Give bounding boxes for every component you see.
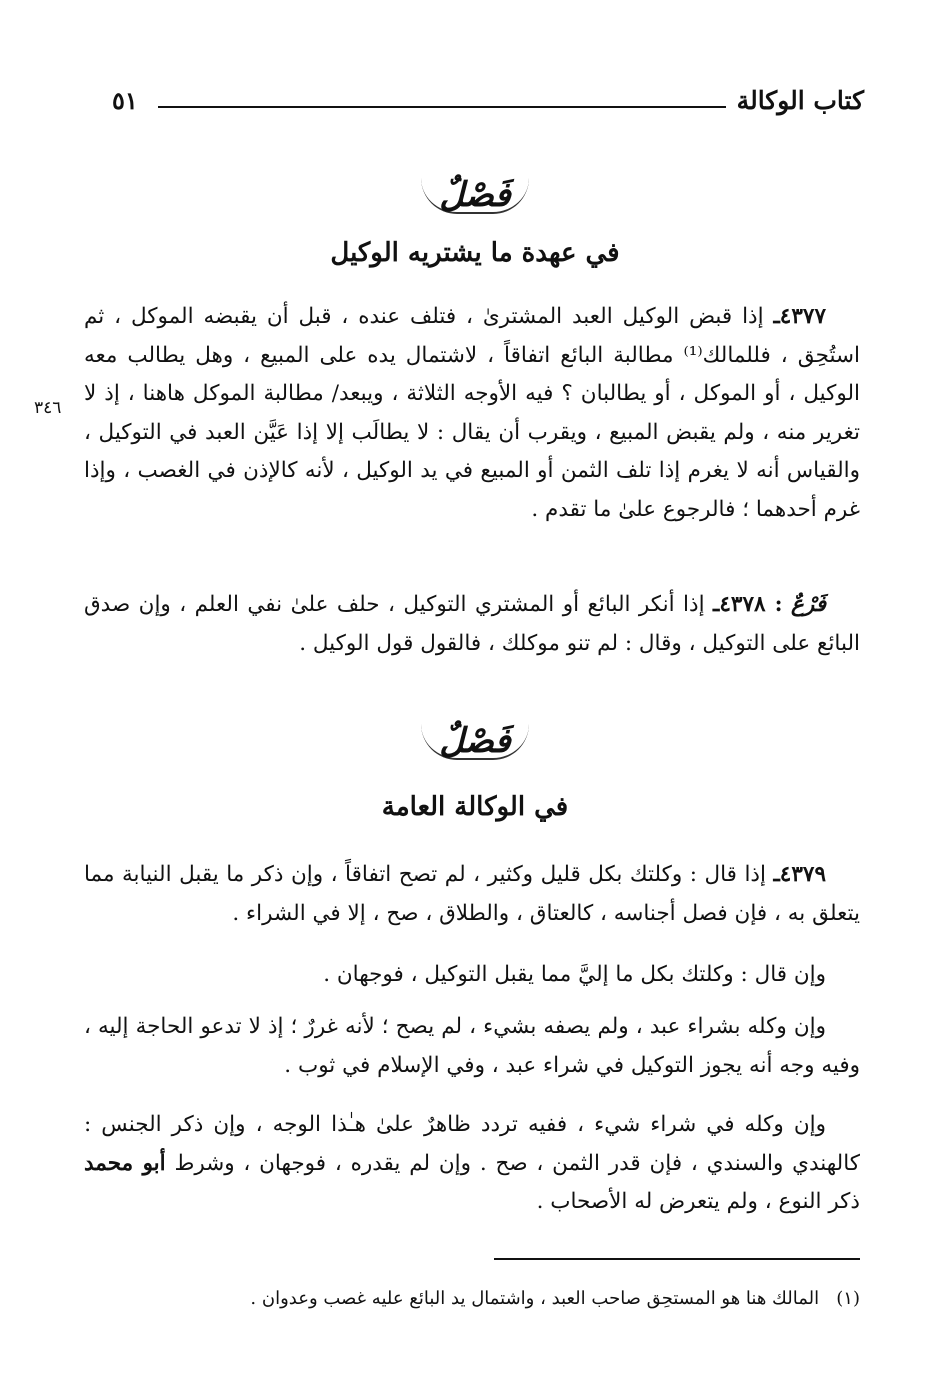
margin-page-reference: ٣٤٦ xyxy=(34,398,62,418)
paragraph-number: : ٤٣٧٨ـ xyxy=(713,592,783,617)
paragraph-text: إذا أنكر البائع أو المشتري التوكيل ، حلف علىٰ نفي العلم ، وإن صدق البائع على التوكيل ، وقال : لم تنو موكلك ، فالقول قول الوكيل . xyxy=(84,592,860,656)
header-rule xyxy=(158,106,726,108)
paragraph-abd-purchase: وإن وكله بشراء عبد ، ولم يصفه بشيء ، لم يصح ؛ لأنه غررٌ ؛ إذ لا تدعو الحاجة إليه ، وفيه وجه أنه يجوز التوكيل في شراء عبد ، وفي الإسلام في ثوب . xyxy=(84,1014,860,1078)
footnote xyxy=(120,1288,860,1309)
fasl-heading: فَصْلٌ xyxy=(421,724,529,760)
footnote-rule xyxy=(494,1258,860,1260)
footnote-text: المالك هنا هو المستحِق صاحب العبد ، واشتمال يد البائع عليه غصب وعدوان . xyxy=(250,1288,820,1309)
section-ornament-1 xyxy=(0,175,950,215)
scholar-name: أبو محمد xyxy=(84,1150,166,1176)
book-title: كتاب الوكالة xyxy=(736,86,864,115)
running-header xyxy=(112,84,864,124)
paragraph-shay-purchase xyxy=(84,1106,860,1222)
paragraph-number: ٤٣٧٩ـ xyxy=(773,862,826,887)
section-title-1: في عهدة ما يشتريه الوكيل xyxy=(330,238,620,268)
footnote-marker: (١) xyxy=(836,1288,860,1309)
paragraph-4377 xyxy=(84,298,860,529)
paragraph-number: ٤٣٧٧ـ xyxy=(773,304,826,329)
paragraph-text: إذا قال : وكلتك بكل قليل وكثير ، لم تصح اتفاقاً ، وإن ذكر ما يقبل النيابة مما يتعلق به ، فإن فصل أجناسه ، كالعتاق ، والطلاق ، صح ، إلا في الشراء . xyxy=(84,862,860,926)
far-tag: فَرْعٌ xyxy=(791,592,827,617)
page-number: ٥١ xyxy=(112,86,138,115)
section-ornament-2 xyxy=(0,721,950,761)
paragraph-4378 xyxy=(84,586,860,663)
fasl-heading: فَصْلٌ xyxy=(421,178,529,214)
paragraph-text: وإن وكله في شراء شيء ، ففيه تردد ظاهرٌ علىٰ هـٰذا الوجه ، وإن ذكر الجنس : كالهندي والسندي ، فإن قدر الثمن ، صح . وإن لم يقدره ، فوجهان ، وشرط xyxy=(84,1112,860,1176)
paragraph-text-tail: ذكر النوع ، ولم يتعرض له الأصحاب . xyxy=(536,1189,860,1214)
section-title-2: في الوكالة العامة xyxy=(381,792,569,822)
paragraph-text: إذا قبض الوكيل العبد المشترىٰ ، فتلف عنده ، قبل أن يقبضه الموكل ، ثم استُحِق ، فللمالك⁽¹⁾ مطالبة البائع اتفاقاً ، لاشتمال يده على المبيع ، وهل يطالب معه الوكيل ، أو الموكل ، أو يطالبان ؟ فيه الأوجه الثلاثة ، ويبعد/ مطالبة الموكل هاهنا ، إذ لا تغرير منه ، ولم يقبض المبيع ، ويقرب أن يقال : لا يطالَب إلا إذا عَيَّن العبد في التوكيل ، والقياس أنه لا يغرم إذا تلف الثمن أو المبيع في يد الوكيل ، لأنه كالإذن في الغصب ، وإذا غرم أحدهما ؛ فالرجوع علىٰ ما تقدم . xyxy=(84,304,860,522)
paragraph-wakala-general: وإن قال : وكلتك بكل ما إليَّ مما يقبل التوكيل ، فوجهان . xyxy=(323,962,826,987)
paragraph-4379 xyxy=(84,856,860,933)
